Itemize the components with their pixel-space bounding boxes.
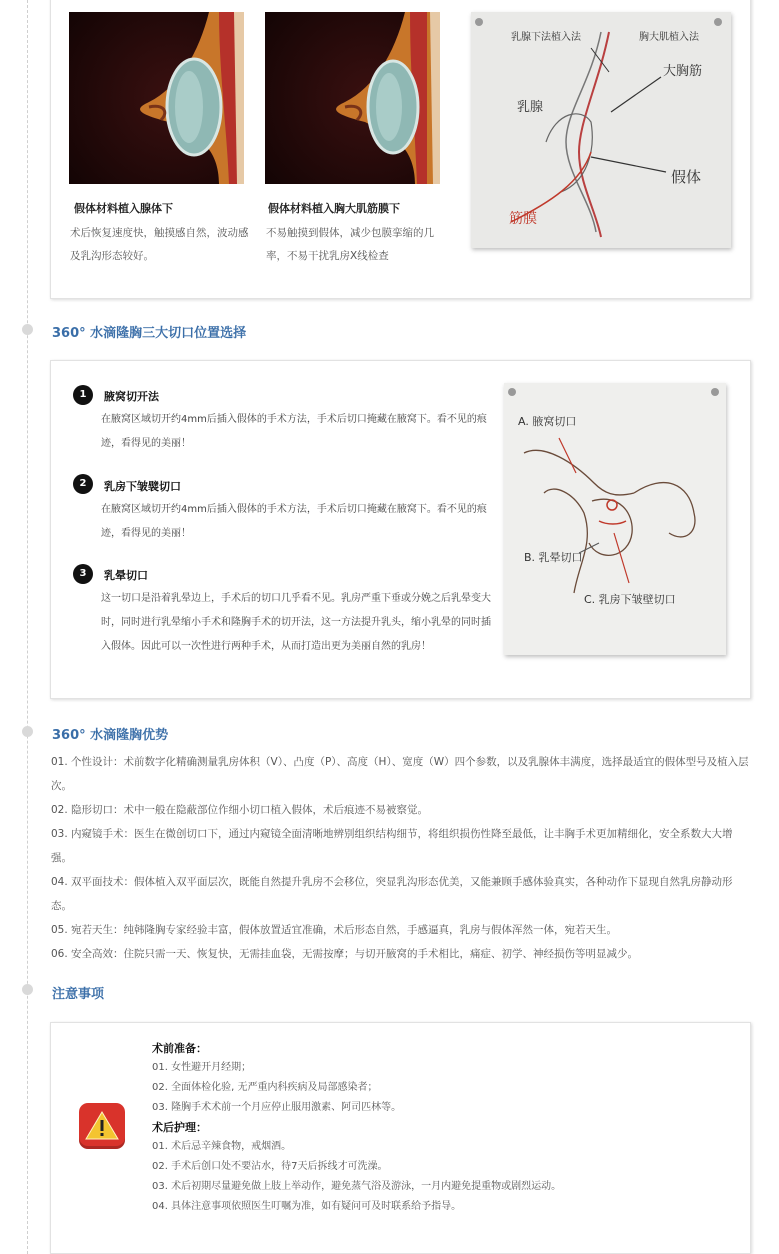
incision-item-title: 乳晕切口: [104, 569, 148, 582]
sketch-label-implant: 假体: [671, 168, 702, 186]
pre-op-item: 02. 全面体检化验, 无严重内科疾病及局部感染者；: [152, 1082, 378, 1093]
incision-item-text: 在腋窝区域切开约4mm后插入假体的手术方法，手术后切口掩藏在腋窝下。看不见的痕迹，看得见的美丽！: [101, 414, 487, 449]
incision-number-badge: 2: [73, 474, 93, 494]
post-op-title: 术后护理：: [152, 1121, 207, 1134]
sketch-label-axillary: A. 腋窝切口: [518, 415, 577, 428]
post-op-item: 03. 术后初期尽量避免做上肢上举动作，避免蒸气浴及游泳，一月内避免提重物或剧烈运动。: [152, 1181, 562, 1192]
timeline-dot: [22, 324, 33, 335]
implant-plane-sketch: [471, 12, 731, 248]
sketch-label-gland: 乳腺: [517, 100, 544, 115]
sketch-label-fascia: 筋膜: [509, 211, 537, 227]
incision-item-text: 这一切口是沿着乳晕边上，手术后的切口几乎看不见。乳房严重下垂或分娩之后乳晕变大时，同时进行乳晕缩小手术和隆胸手术的切开法，这一方法提升乳头，缩小乳晕的同时插入假体。因此可以一次性进行两种手术，从而打造出更为美丽自然的乳房！: [101, 593, 491, 652]
incision-location-sketch: [504, 383, 726, 655]
implant-under-gland-image: [69, 12, 244, 184]
notice-section-title: 注意事项: [52, 987, 105, 1002]
incision-item-title: 腋窝切开法: [104, 390, 159, 403]
advantage-item: 06. 安全高效：住院只需一天、恢复快，无需挂血袋，无需按摩；与切开腋窝的手术相比，痛症、初学、神经损伤等明显减少。: [51, 948, 639, 960]
post-op-item: 04. 具体注意事项依照医生叮嘱为准，如有疑问可及时联系给予指导。: [152, 1201, 462, 1212]
post-op-item: 02. 手术后创口处不要沾水，待7天后拆线才可洗澡。: [152, 1161, 388, 1172]
advantage-item: 04. 双平面技术：假体植入双平面层次，既能自然提升乳房不会移位，突显乳沟形态优美，又能兼顾手感体验真实，各种动作下显现自然乳房静动形态。: [51, 876, 733, 912]
advantage-item: 05. 宛若天生：纯韩隆胸专家经验丰富，假体放置适宜准确，术后形态自然，手感逼真，乳房与假体浑然一体，宛若天生。: [51, 924, 618, 936]
incision-number-badge: 1: [73, 385, 93, 405]
sketch-label-gland-method: 乳腺下法植入法: [511, 32, 581, 43]
sketch-label-muscle: 大胸筋: [663, 64, 703, 79]
sketch-label-areola: B. 乳晕切口: [524, 551, 583, 564]
advantage-item: 01. 个性设计：术前数字化精确测量乳房体积（V）、凸度（P）、高度（H）、宽度（W）四个参数，以及乳腺体丰满度，选择最适宜的假体型号及植入层次。: [51, 756, 749, 792]
incision-number-badge: 3: [73, 564, 93, 584]
pre-op-item: 01. 女性避开月经期；: [152, 1062, 252, 1073]
notice-content: [152, 1039, 732, 1217]
sketch-label-inframammary: C. 乳房下皱壁切口: [584, 593, 676, 606]
advantage-item: 03. 内窥镜手术：医生在微创切口下，通过内窥镜全面清晰地辨别组织结构细节，将组织损伤性降至最低，让丰胸手术更加精细化，安全系数大大增强。: [51, 828, 733, 864]
timeline-dot: [22, 984, 33, 995]
image2-caption-text: 不易触摸到假体，减少包膜挛缩的几率，不易干扰乳房X线检查: [266, 227, 434, 262]
image2-caption-title: 假体材料植入胸大肌筋膜下: [268, 202, 400, 215]
advantage-item: 02. 隐形切口：术中一般在隐蔽部位作细小切口植入假体，术后痕迹不易被察觉。: [51, 804, 429, 816]
incision-item-text: 在腋窝区域切开约4mm后插入假体的手术方法，手术后切口掩藏在腋窝下。看不见的痕迹，看得见的美丽！: [101, 504, 487, 539]
pre-op-item: 03. 隆胸手术术前一个月应停止服用激素、阿司匹林等。: [152, 1102, 402, 1113]
pre-op-title: 术前准备：: [152, 1042, 207, 1055]
image1-caption-text: 术后恢复速度快，触摸感自然，波动感及乳沟形态较好。: [70, 227, 249, 262]
sketch-label-muscle-method: 胸大肌植入法: [639, 32, 699, 43]
incision-section-title: 360° 水滴隆胸三大切口位置选择: [52, 326, 247, 341]
warning-triangle-icon: [79, 1103, 125, 1149]
incision-item-title: 乳房下皱襞切口: [104, 480, 181, 493]
implant-under-muscle-image: [265, 12, 440, 184]
timeline-line: [27, 0, 29, 1254]
post-op-item: 01. 术后忌辛辣食物，戒烟酒。: [152, 1141, 292, 1152]
image1-caption-title: 假体材料植入腺体下: [74, 202, 173, 215]
advantage-section-title: 360° 水滴隆胸优势: [52, 728, 169, 743]
timeline-dot: [22, 726, 33, 737]
